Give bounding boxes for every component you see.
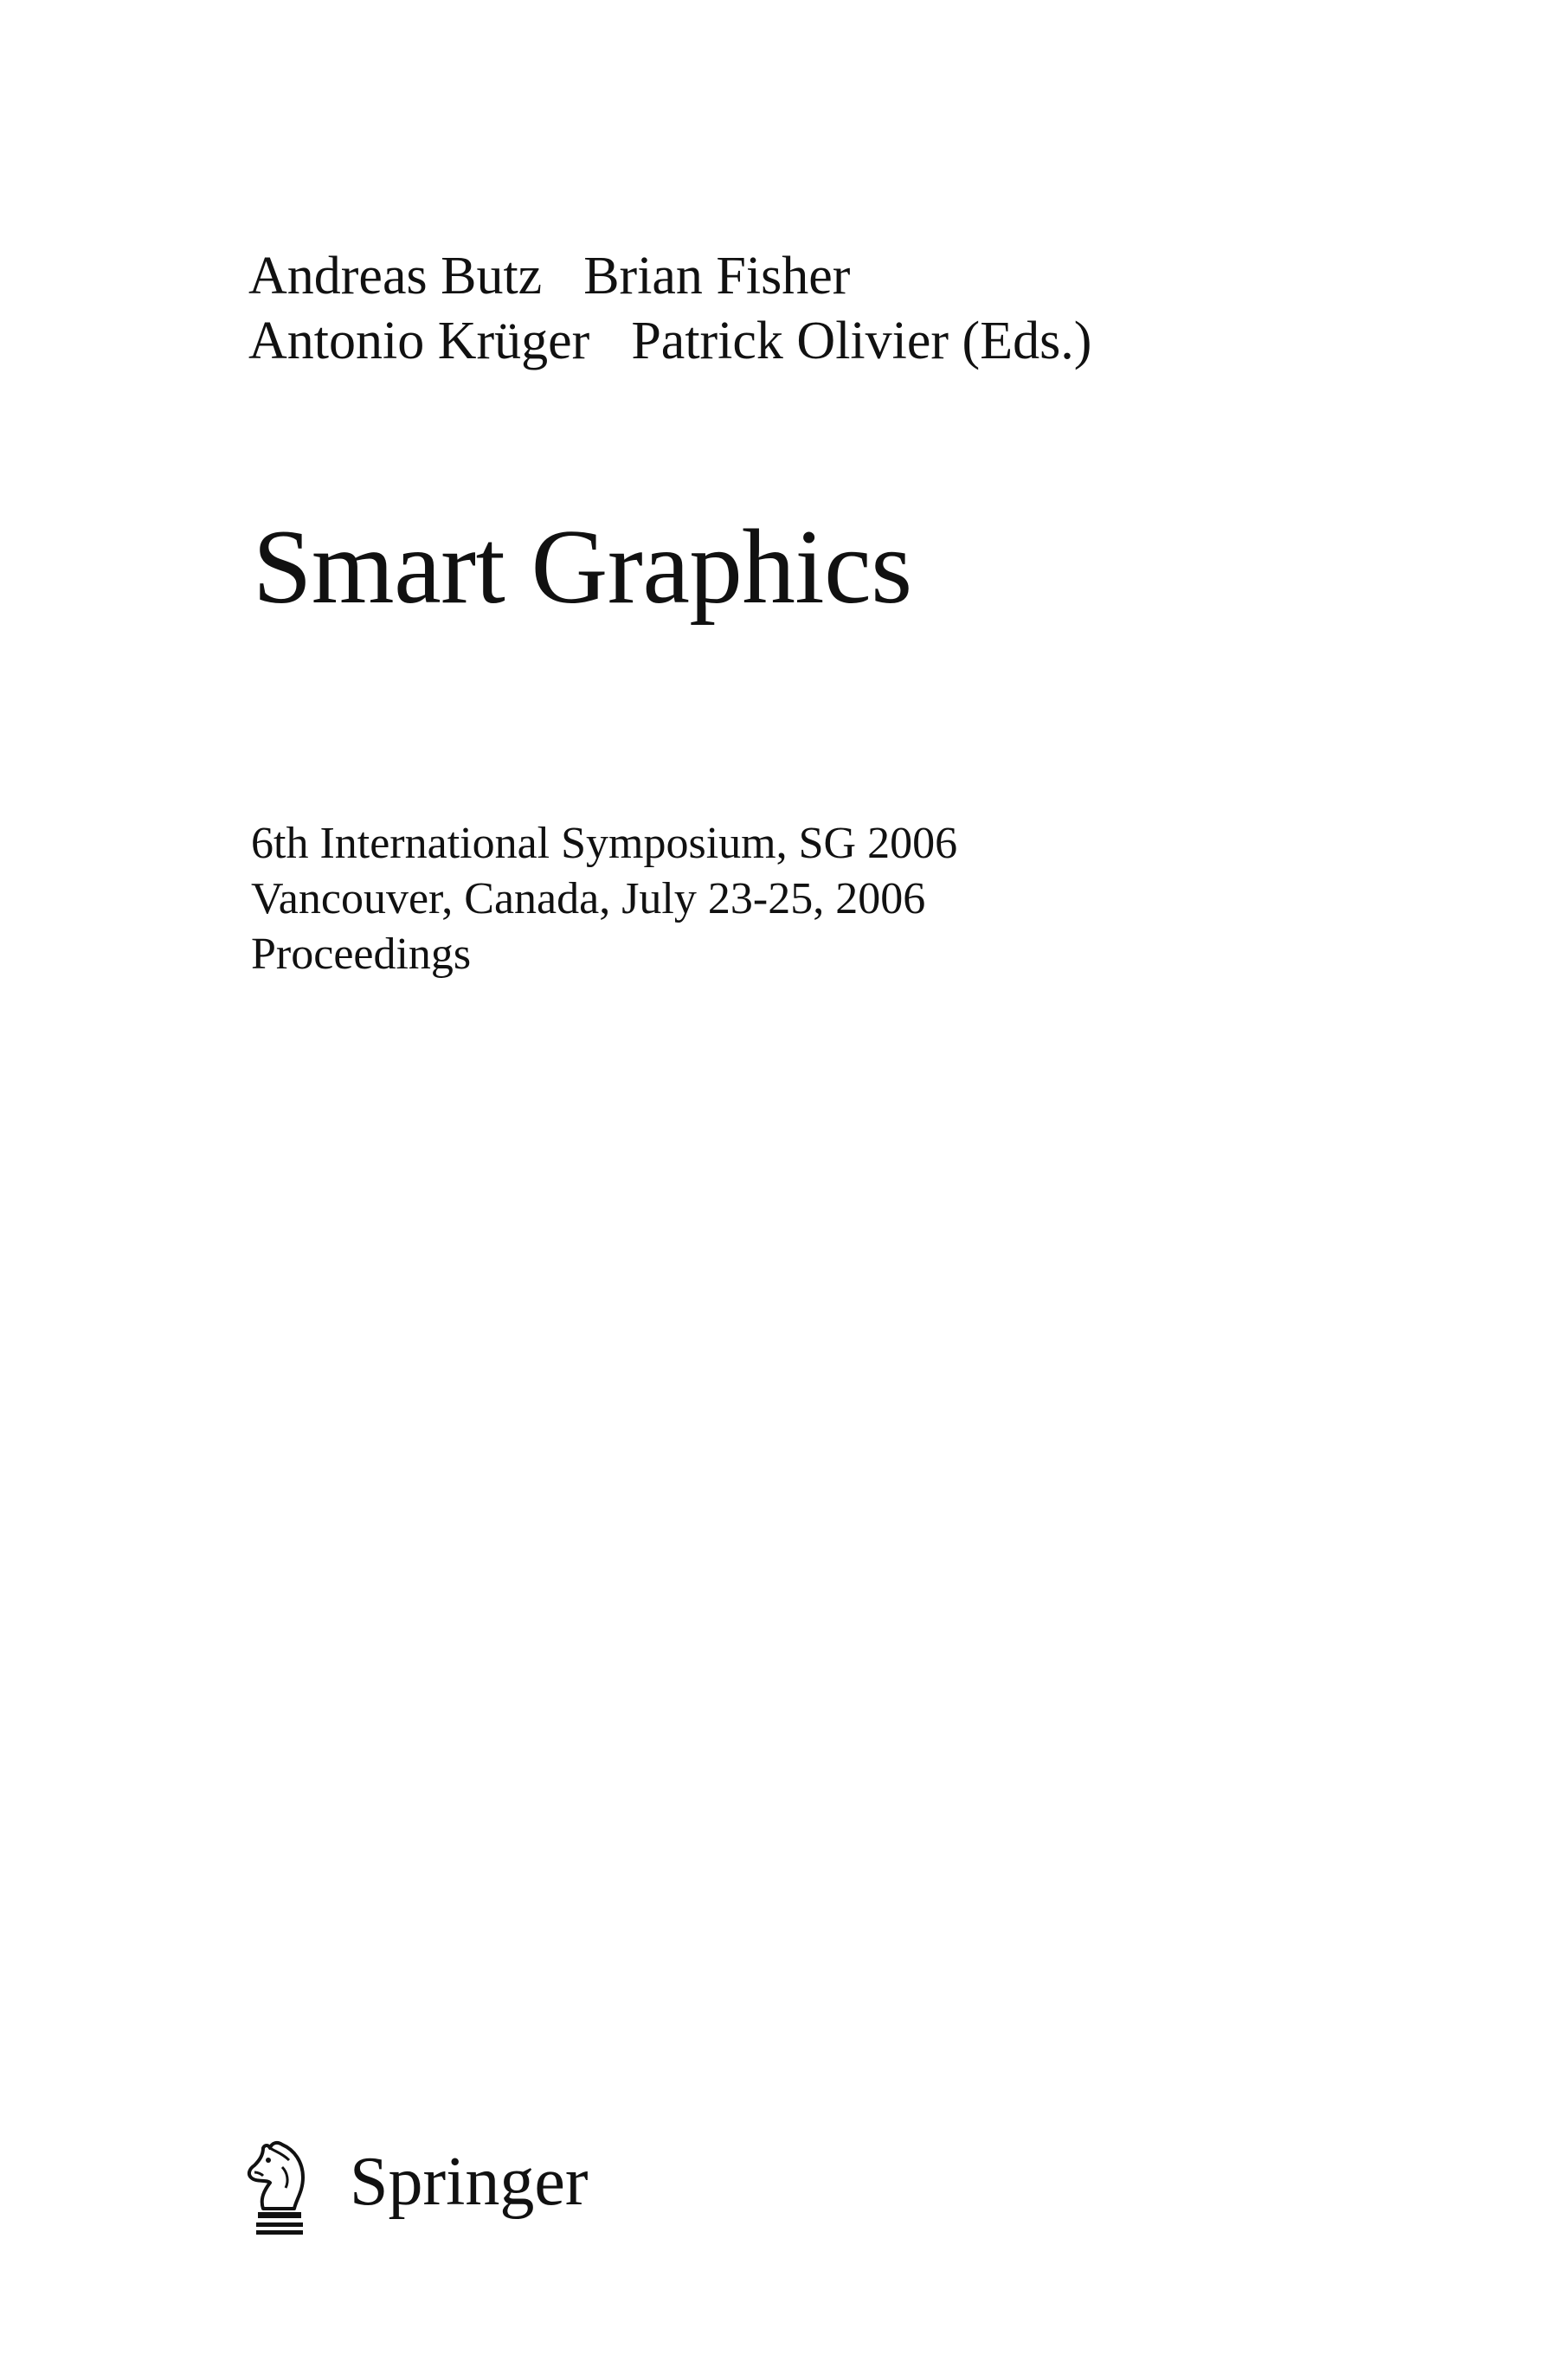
editors-line-1 <box>248 244 1091 309</box>
proceedings-line: Proceedings <box>251 929 472 979</box>
springer-knight-logo-icon <box>244 2134 313 2236</box>
publisher-name: Springer <box>350 2143 589 2220</box>
editor-name: Antonio Krüger <box>248 312 590 370</box>
publisher-imprint <box>244 2131 589 2239</box>
editors-line-2 <box>248 309 1091 374</box>
editor-name: Patrick Olivier (Eds.) <box>631 312 1092 370</box>
location-date-line: Vancouver, Canada, July 23-25, 2006 <box>251 874 926 923</box>
book-title: Smart Graphics <box>253 507 912 626</box>
symposium-line: 6th International Symposium, SG 2006 <box>251 819 958 868</box>
editor-name: Andreas Butz <box>248 247 543 306</box>
editor-name: Brian Fisher <box>583 247 851 306</box>
editors-block <box>248 244 1091 374</box>
subtitle-block <box>251 816 957 982</box>
